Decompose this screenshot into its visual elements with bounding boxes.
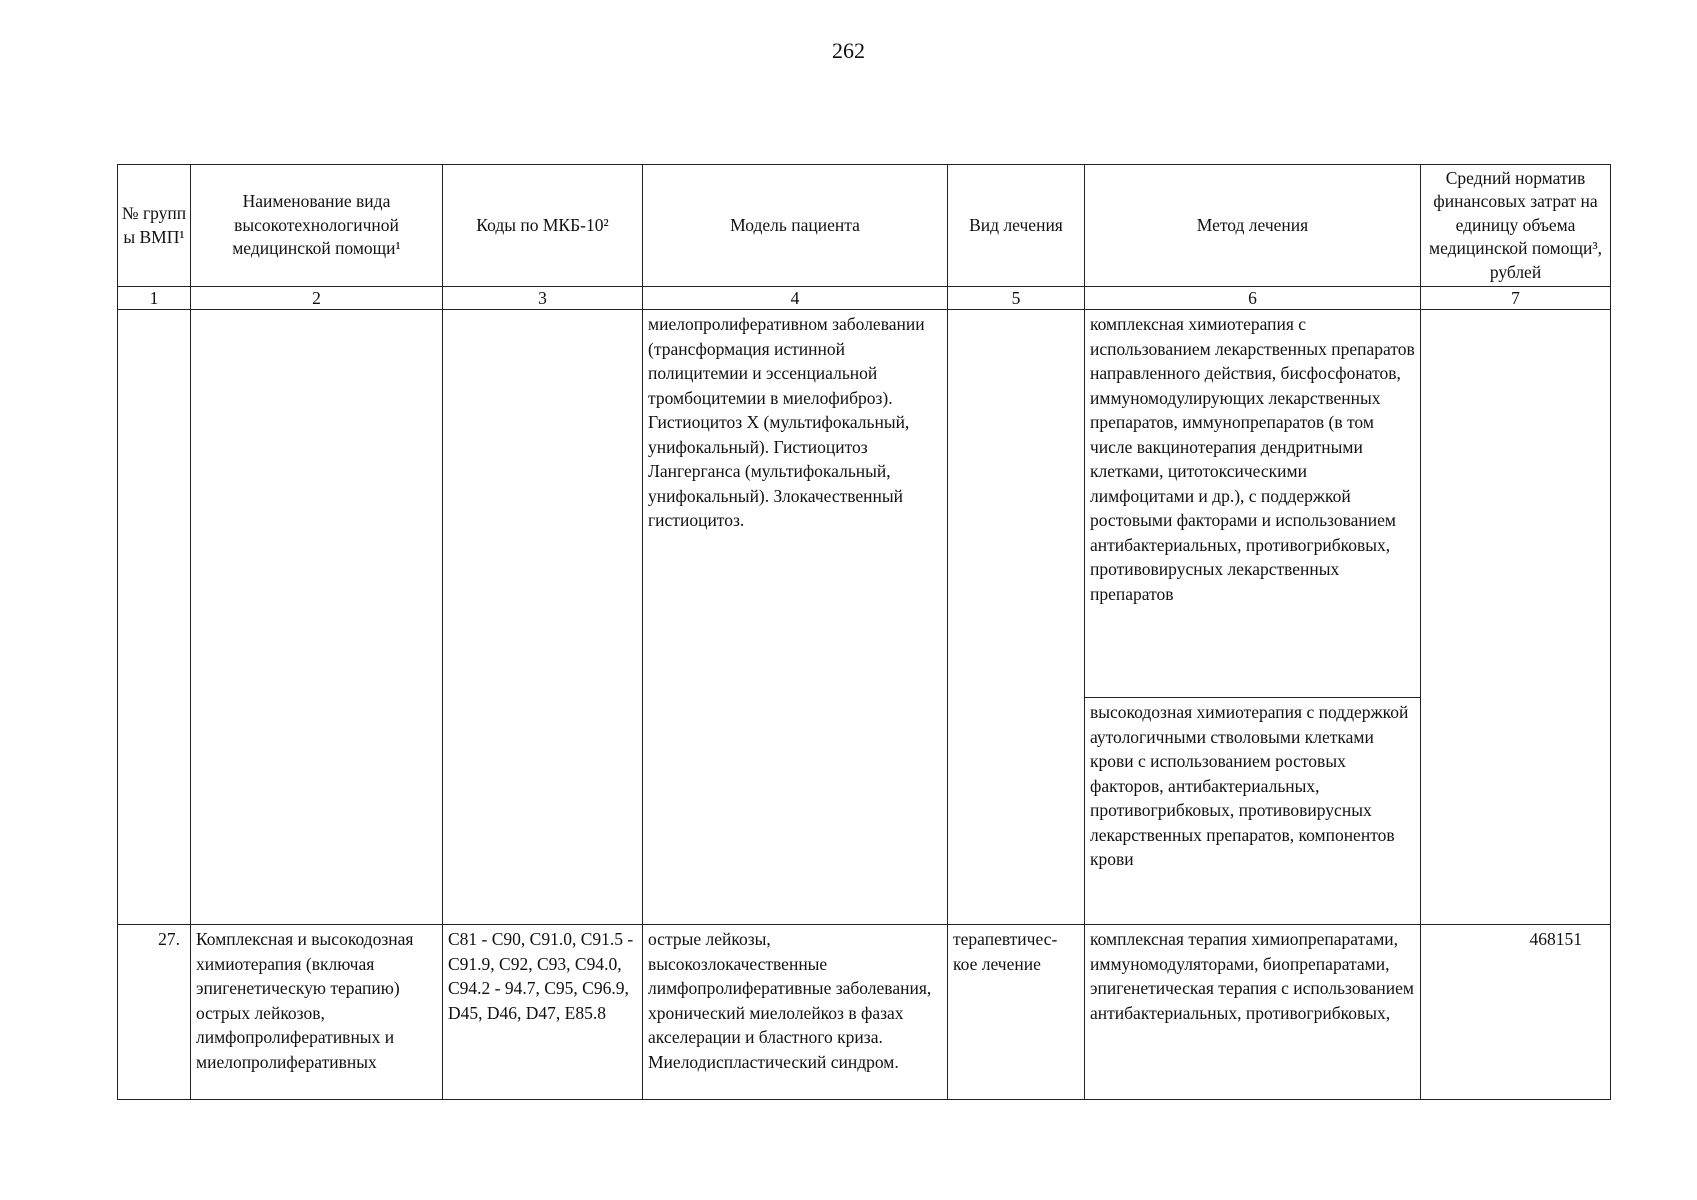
care-type-name-cell: Комплексная и высокодозная химиотерапия (включая эпигенетическую терапию) острых лейкозов, лимфопролиферативных и миелопролиферативных: [191, 925, 443, 1100]
page-number: 262: [832, 38, 865, 63]
treatment-type-cell: терапевтичес-кое лечение: [948, 925, 1085, 1100]
header-patient-model: Модель пациента: [643, 165, 948, 287]
header-group-number: № групп ы ВМП¹: [118, 165, 191, 287]
treatment-method-high-dose: высокодозная химиотерапия с поддержкой аутологичными стволовыми клетками крови с использованием ростовых факторов, антибактериальных, противогрибковых, противовирусных лекарственных препаратов, компонентов крови: [1090, 702, 1409, 869]
column-number-row: [118, 287, 1611, 310]
group-number-cell: 27.: [118, 925, 191, 1100]
table-row-continuation: [118, 310, 1611, 925]
column-number: 3: [443, 287, 643, 310]
column-number: 7: [1421, 287, 1611, 310]
header-treatment-type: Вид лечения: [948, 165, 1085, 287]
care-type-name-cell: [191, 310, 443, 925]
icd-codes-cell: [443, 310, 643, 925]
patient-model-cell: миелопролиферативном заболевании (трансформация истинной полицитемии и эссенциальной тромбоцитемии в миелофиброз). Гистиоцитоз X (мультифокальный, унифокальный). Гистиоцитоз Лангерганса (мультифокальный, унифокальный). Злокачественный гистиоцитоз.: [643, 310, 948, 925]
header-icd-codes: Коды по МКБ-10²: [443, 165, 643, 287]
header-treatment-method: Метод лечения: [1085, 165, 1421, 287]
treatment-method-cell: комплексная терапия химиопрепаратами, иммуномодуляторами, биопрепаратами, эпигенетическая терапия с использованием антибактериальных, противогрибковых,: [1085, 925, 1421, 1100]
treatment-method-cell: [1085, 310, 1421, 925]
column-number: 6: [1085, 287, 1421, 310]
column-number: 2: [191, 287, 443, 310]
header-care-type-name: Наименование вида высокотехнологичной медицинской помощи¹: [191, 165, 443, 287]
header-cost-standard: Средний норматив финансовых затрат на единицу объема медицинской помощи³, рублей: [1421, 165, 1611, 287]
cost-cell: 468151: [1421, 925, 1611, 1100]
table-row-27: [118, 925, 1611, 1100]
column-number: 5: [948, 287, 1085, 310]
column-number: 1: [118, 287, 191, 310]
treatment-type-cell: [948, 310, 1085, 925]
treatment-method-chemotherapy: комплексная химиотерапия с использованием лекарственных препаратов направленного действия, бисфосфонатов, иммуномодулирующих лекарственных препаратов, иммунопрепаратов (в том числе вакцинотерапия дендритными клетками, цитотоксическими лимфоцитами и др.), с поддержкой ростовыми факторами и использованием антибактериальных, противогрибковых, противовирусных лекарственных препаратов: [1085, 310, 1420, 698]
group-number-cell: [118, 310, 191, 925]
cost-cell: [1421, 310, 1611, 925]
vmp-table: [117, 164, 1611, 1100]
icd-codes-cell: C81 - C90, C91.0, C91.5 - C91.9, C92, C93, C94.0, C94.2 - 94.7, C95, C96.9, D45, D46, D47, E85.8: [443, 925, 643, 1100]
patient-model-cell: острые лейкозы, высокозлокачественные лимфопролиферативные заболевания, хронический миелолейкоз в фазах акселерации и бластного криза. Миелодиспластический синдром.: [643, 925, 948, 1100]
header-row: [118, 165, 1611, 287]
column-number: 4: [643, 287, 948, 310]
